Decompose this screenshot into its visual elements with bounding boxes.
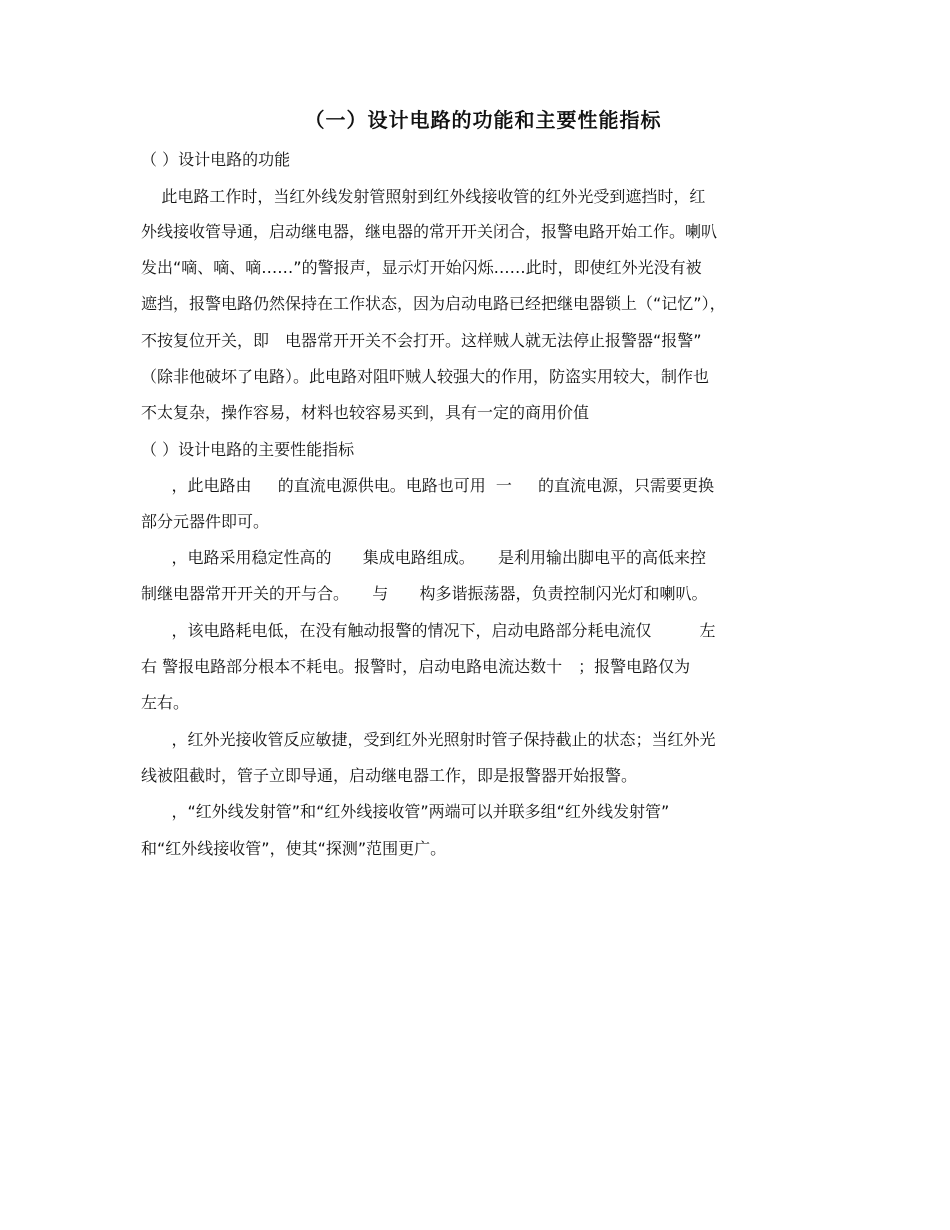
- paragraph-line: ，电路采用稳定性高的 集成电路组成。 是利用输出脚电平的高低来控: [141, 548, 707, 567]
- paragraph-line: 遮挡，报警电路仍然保持在工作状态，因为启动电路已经把继电器锁上（“记忆”），: [141, 294, 726, 313]
- paragraph-line: ，此电路由 的直流电源供电。电路也可用 一 的直流电源，只需要更换: [141, 476, 715, 495]
- paragraph-line: ，红外光接收管反应敏捷，受到红外光照射时管子保持截止的状态；当红外光: [141, 730, 716, 749]
- paragraph-line: 左右。: [141, 693, 190, 712]
- paragraph-line: 制继电器常开开关的开与合。 与 构多谐振荡器，负责控制闪光灯和喇叭。: [141, 584, 708, 603]
- paragraph-line: 部分元器件即可。: [141, 512, 270, 531]
- paragraph-line: （除非他破坏了电路）。此电路对阻吓贼人较强大的作用，防盗实用较大，制作也: [141, 367, 710, 386]
- section-heading-specs: （ ）设计电路的主要性能指标: [141, 440, 355, 459]
- paragraph-line: ，“红外线发射管”和“红外线接收管”两端可以并联多组“红外线发射管”: [141, 802, 670, 821]
- paragraph-line: ，该电路耗电低，在没有触动报警的情况下，启动电路部分耗电流仅 左: [141, 621, 716, 640]
- paragraph-line: 线被阻截时，管子立即导通，启动继电器工作，即是报警器开始报警。: [141, 766, 638, 785]
- paragraph-line: 和“红外线接收管”，使其“探测”范围更广。: [141, 839, 447, 858]
- document-title: （一）设计电路的功能和主要性能指标: [304, 108, 662, 132]
- section-heading-function: （ ）设计电路的功能: [141, 150, 291, 169]
- paragraph-line: 外线接收管导通，启动继电器，继电器的常开开关闭合，报警电路开始工作。喇叭: [141, 222, 718, 241]
- paragraph-line: 发出“嘀、嘀、嘀……”的警报声，显示灯开始闪烁……此时，即使红外光没有被: [141, 258, 702, 277]
- paragraph-line: 不太复杂，操作容易，材料也较容易买到，具有一定的商用价值: [141, 403, 590, 422]
- paragraph-line: 此电路工作时，当红外线发射管照射到红外线接收管的红外光受到遮挡时，红: [141, 187, 706, 206]
- paragraph-line: 不按复位开关，即 电器常开开关不会打开。这样贼人就无法停止报警器“报警”: [141, 331, 702, 350]
- paragraph-line: 右 警报电路部分根本不耗电。报警时，启动电路电流达数十 ；报警电路仅为: [141, 657, 691, 676]
